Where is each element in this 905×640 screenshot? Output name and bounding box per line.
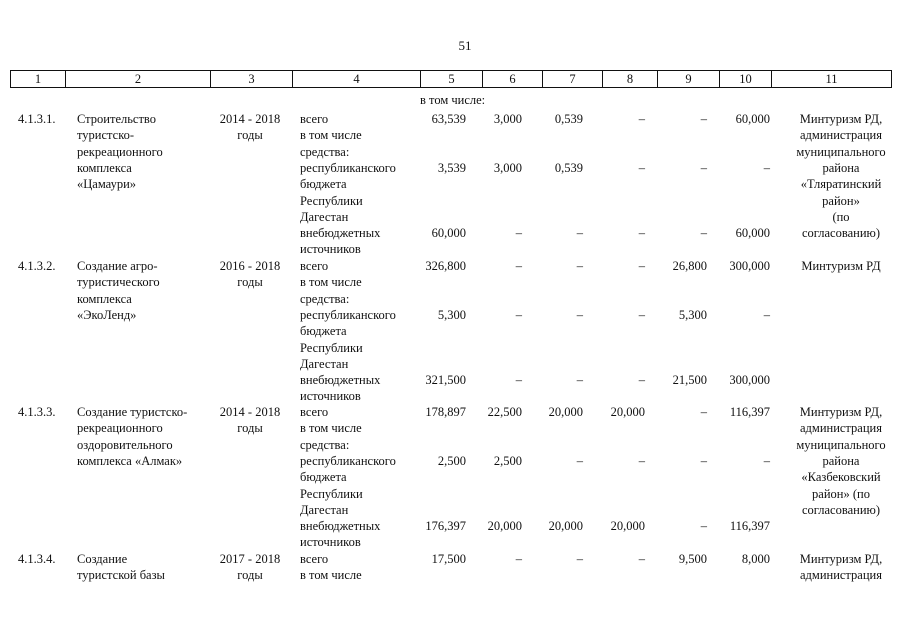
row-funding-label: источников [300,389,361,404]
row-executor-line: «Казбековский [801,470,881,485]
row-code: 4.1.3.4. [18,552,56,566]
row-executor-line: район» (по [812,486,870,501]
row-value-col-9: 5,300 [678,307,707,322]
row-code: 4.1.3.2. [18,259,56,273]
row-executor-line: Минтуризм РД [801,259,881,273]
row-years-line: годы [237,275,263,290]
row-name-line: туристско- [77,128,135,143]
row-value-col-8: – [638,373,645,388]
row-name-line: «Цамаури» [77,177,137,192]
row-funding-label: в том числе [300,128,362,143]
row-funding-label: Республики [300,340,363,355]
row-funding-label: Дагестан [300,209,349,224]
row-value-col-9: – [700,112,707,126]
row-value-col-7: – [576,453,583,468]
row-funding-label: всего [300,112,329,126]
row-funding-label: в том числе [300,568,362,583]
row-name-line: рекреационного [77,144,163,159]
row-funding-label: бюджета [300,470,347,485]
row-value-col-5: 63,539 [431,112,466,126]
row-value-col-9: 26,800 [672,259,707,273]
page-number: 51 [458,38,472,53]
row-name-line: рекреационного [77,421,163,436]
col-header: 9 [658,71,720,88]
row-funding-label: Дагестан [300,502,349,517]
row-funding-label: республиканского [300,307,396,322]
row-value-col-6: 20,000 [487,519,522,534]
row-years-line: 2017 - 2018 [219,552,281,566]
row-funding-label: источников [300,242,361,257]
row-value-col-7: 0,539 [554,160,583,175]
row-funding-label: Республики [300,193,363,208]
row-value-col-8: – [638,259,645,273]
row-name-line: туристического [77,275,160,290]
col-header: 2 [66,71,211,88]
row-value-col-7: 20,000 [548,519,583,534]
row-years-line: годы [237,128,263,143]
row-funding-label: республиканского [300,453,396,468]
top-note: в том числе: [420,93,486,107]
row-executor-line: администрация [800,421,882,436]
row-value-col-6: – [515,552,522,566]
row-years-line: 2016 - 2018 [219,259,281,273]
row-value-col-9: 9,500 [678,552,707,566]
col-header: 11 [772,71,892,88]
row-value-col-5: 2,500 [437,453,466,468]
row-value-col-7: 0,539 [554,112,583,126]
row-value-col-5: 5,300 [437,307,466,322]
row-value-col-6: – [515,307,522,322]
row-funding-label: всего [300,405,329,419]
row-value-col-10: 300,000 [729,373,770,388]
row-funding-label: Республики [300,486,363,501]
row-value-col-9: – [700,160,707,175]
row-value-col-6: 2,500 [493,453,522,468]
row-funding-label: Дагестан [300,356,349,371]
row-value-col-8: – [638,307,645,322]
row-code: 4.1.3.3. [18,405,56,419]
col-header: 7 [543,71,603,88]
row-value-col-10: 60,000 [735,226,770,241]
row-name-line: Создание [77,552,128,566]
row-funding-label: внебюджетных [300,226,381,241]
row-funding-label: всего [300,552,329,566]
row-name-line: туристской базы [77,568,165,583]
row-value-col-5: 3,539 [437,160,466,175]
row-value-col-6: – [515,226,522,241]
row-value-col-7: 20,000 [548,405,583,419]
col-header: 6 [483,71,543,88]
col-header: 5 [421,71,483,88]
row-executor-line: (по [832,209,850,224]
row-funding-label: бюджета [300,324,347,339]
col-header: 8 [603,71,658,88]
row-executor-line: район» [822,193,860,208]
row-funding-label: всего [300,259,329,273]
row-value-col-7: – [576,226,583,241]
row-value-col-8: – [638,226,645,241]
row-value-col-9: – [700,453,707,468]
col-header: 10 [720,71,772,88]
row-funding-label: источников [300,535,361,550]
row-executor-line: муниципального [796,437,886,452]
row-executor-line: администрация [800,128,882,143]
row-years-line: 2014 - 2018 [219,405,281,419]
row-value-col-5: 178,897 [425,405,466,419]
row-executor-line: администрация [800,568,882,583]
row-value-col-9: – [700,226,707,241]
col-header: 3 [211,71,293,88]
row-value-col-5: 321,500 [425,373,466,388]
row-value-col-9: 21,500 [672,373,707,388]
row-name-line: Строительство [77,112,157,126]
row-executor-line: Минтуризм РД, [799,552,883,566]
row-value-col-8: 20,000 [610,405,645,419]
row-value-col-5: 326,800 [425,259,466,273]
row-funding-label: внебюджетных [300,373,381,388]
row-value-col-6: 22,500 [487,405,522,419]
row-funding-label: средства: [300,144,350,159]
row-name-line: комплекса «Алмак» [77,453,183,468]
row-name-line: комплекса [77,291,132,306]
row-value-col-9: – [700,405,707,419]
row-value-col-8: – [638,453,645,468]
row-value-col-6: 3,000 [493,112,522,126]
col-header: 4 [293,71,421,88]
row-value-col-7: – [576,259,583,273]
row-value-col-5: 60,000 [431,226,466,241]
row-value-col-6: – [515,259,522,273]
row-name-line: Создание туристско- [77,405,188,419]
row-value-col-10: 300,000 [729,259,770,273]
row-name-line: Создание агро- [77,259,158,273]
row-value-col-6: 3,000 [493,160,522,175]
row-years-line: 2014 - 2018 [219,112,281,126]
row-value-col-10: 116,397 [729,405,770,419]
row-value-col-10: 116,397 [729,519,770,534]
row-name-line: комплекса [77,160,132,175]
row-funding-label: бюджета [300,177,347,192]
row-value-col-10: 8,000 [741,552,770,566]
row-value-col-7: – [576,307,583,322]
row-funding-label: в том числе [300,275,362,290]
row-value-col-10: – [763,307,770,322]
row-executor-line: «Тляратинский [800,177,882,192]
row-name-line: «ЭкоЛенд» [77,307,137,322]
row-years-line: годы [237,421,263,436]
row-value-col-8: – [638,552,645,566]
row-executor-line: согласованию) [801,502,881,517]
row-value-col-10: 60,000 [735,112,770,126]
row-years-line: годы [237,568,263,583]
row-value-col-7: – [576,552,583,566]
row-funding-label: республиканского [300,160,396,175]
row-executor-line: муниципального [796,144,886,159]
row-value-col-7: – [576,373,583,388]
row-funding-label: в том числе [300,421,362,436]
row-executor-line: района [822,160,860,175]
row-executor-line: Минтуризм РД, [799,112,883,126]
row-name-line: оздоровительного [77,437,173,452]
row-funding-label: средства: [300,437,350,452]
row-value-col-8: – [638,160,645,175]
row-code: 4.1.3.1. [18,112,56,126]
col-header: 1 [11,71,66,88]
row-funding-label: средства: [300,291,350,306]
row-executor-line: Минтуризм РД, [799,405,883,419]
row-value-col-9: – [700,519,707,534]
row-value-col-5: 17,500 [431,552,466,566]
row-executor-line: согласованию) [801,226,881,241]
row-funding-label: внебюджетных [300,519,381,534]
column-header-row [10,70,892,88]
row-value-col-6: – [515,373,522,388]
row-value-col-10: – [763,160,770,175]
row-value-col-10: – [763,453,770,468]
row-executor-line: района [822,453,860,468]
row-value-col-5: 176,397 [425,519,466,534]
row-value-col-8: – [638,112,645,126]
row-value-col-8: 20,000 [610,519,645,534]
